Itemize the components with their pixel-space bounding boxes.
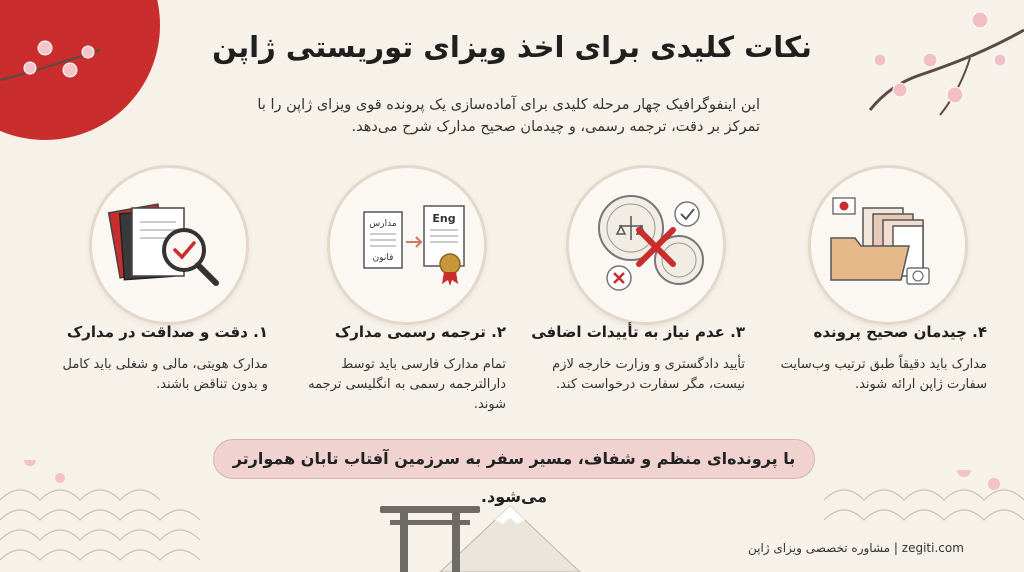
translation-icon <box>330 168 484 322</box>
top-right-branch-icon <box>860 0 1024 150</box>
step-4-heading: ۴. چیدمان صحیح پرونده <box>813 323 987 341</box>
footer-credit: zegiti.com | مشاوره تخصصی ویزای ژاپن <box>748 541 964 555</box>
step-1-heading: ۱. دقت و صداقت در مدارک <box>66 323 268 341</box>
step-2-text: تمام مدارک فارسی باید توسط دارالترجمه رسمی به انگلیسی ترجمه شوند. <box>308 357 506 412</box>
step-3-circle <box>566 165 726 325</box>
fa-doc-label: مدارس <box>369 219 397 229</box>
step-4-circle <box>808 165 968 325</box>
step-1-circle <box>89 165 249 325</box>
intro-paragraph: این اینفوگرافیک چهار مرحله کلیدی برای آماده‌سازی یک پرونده قوی ویزای ژاپن را با تمرکز بر دقت، ترجمه رسمی، و چیدمان صحیح مدارک شرح می‌دهد. <box>257 97 760 135</box>
en-doc-label: Eng <box>432 212 456 225</box>
bottom-right-waves-icon <box>804 470 1024 540</box>
step-4-text: مدارک باید دقیقاً طبق ترتیب وب‌سایت سفارت ژاپن ارائه شوند. <box>780 357 987 392</box>
fa-doc-label-2: قانون <box>372 253 394 263</box>
page-title: نکات کلیدی برای اخذ ویزای توریستی ژاپن <box>212 30 812 64</box>
step-2-circle <box>327 165 487 325</box>
step-1-text: مدارک هویتی، مالی و شغلی باید کامل و بدون تناقض باشند. <box>62 357 268 392</box>
ordered-folder-icon <box>811 168 965 322</box>
bottom-left-waves-icon <box>0 460 220 572</box>
closing-banner: با پرونده‌ای منظم و شفاف، مسیر سفر به سرزمین آفتاب تابان هموارتر می‌شود. <box>213 439 815 479</box>
stamps-cross-icon <box>569 168 723 322</box>
magnifier-docs-icon <box>92 168 246 322</box>
step-3-text: تأیید دادگستری و وزارت خارجه لازم نیست، مگر سفارت درخواست کند. <box>552 357 745 392</box>
step-2-heading: ۲. ترجمه رسمی مدارک <box>334 323 506 341</box>
step-3-heading: ۳. عدم نیاز به تأییدات اضافی <box>531 323 745 341</box>
